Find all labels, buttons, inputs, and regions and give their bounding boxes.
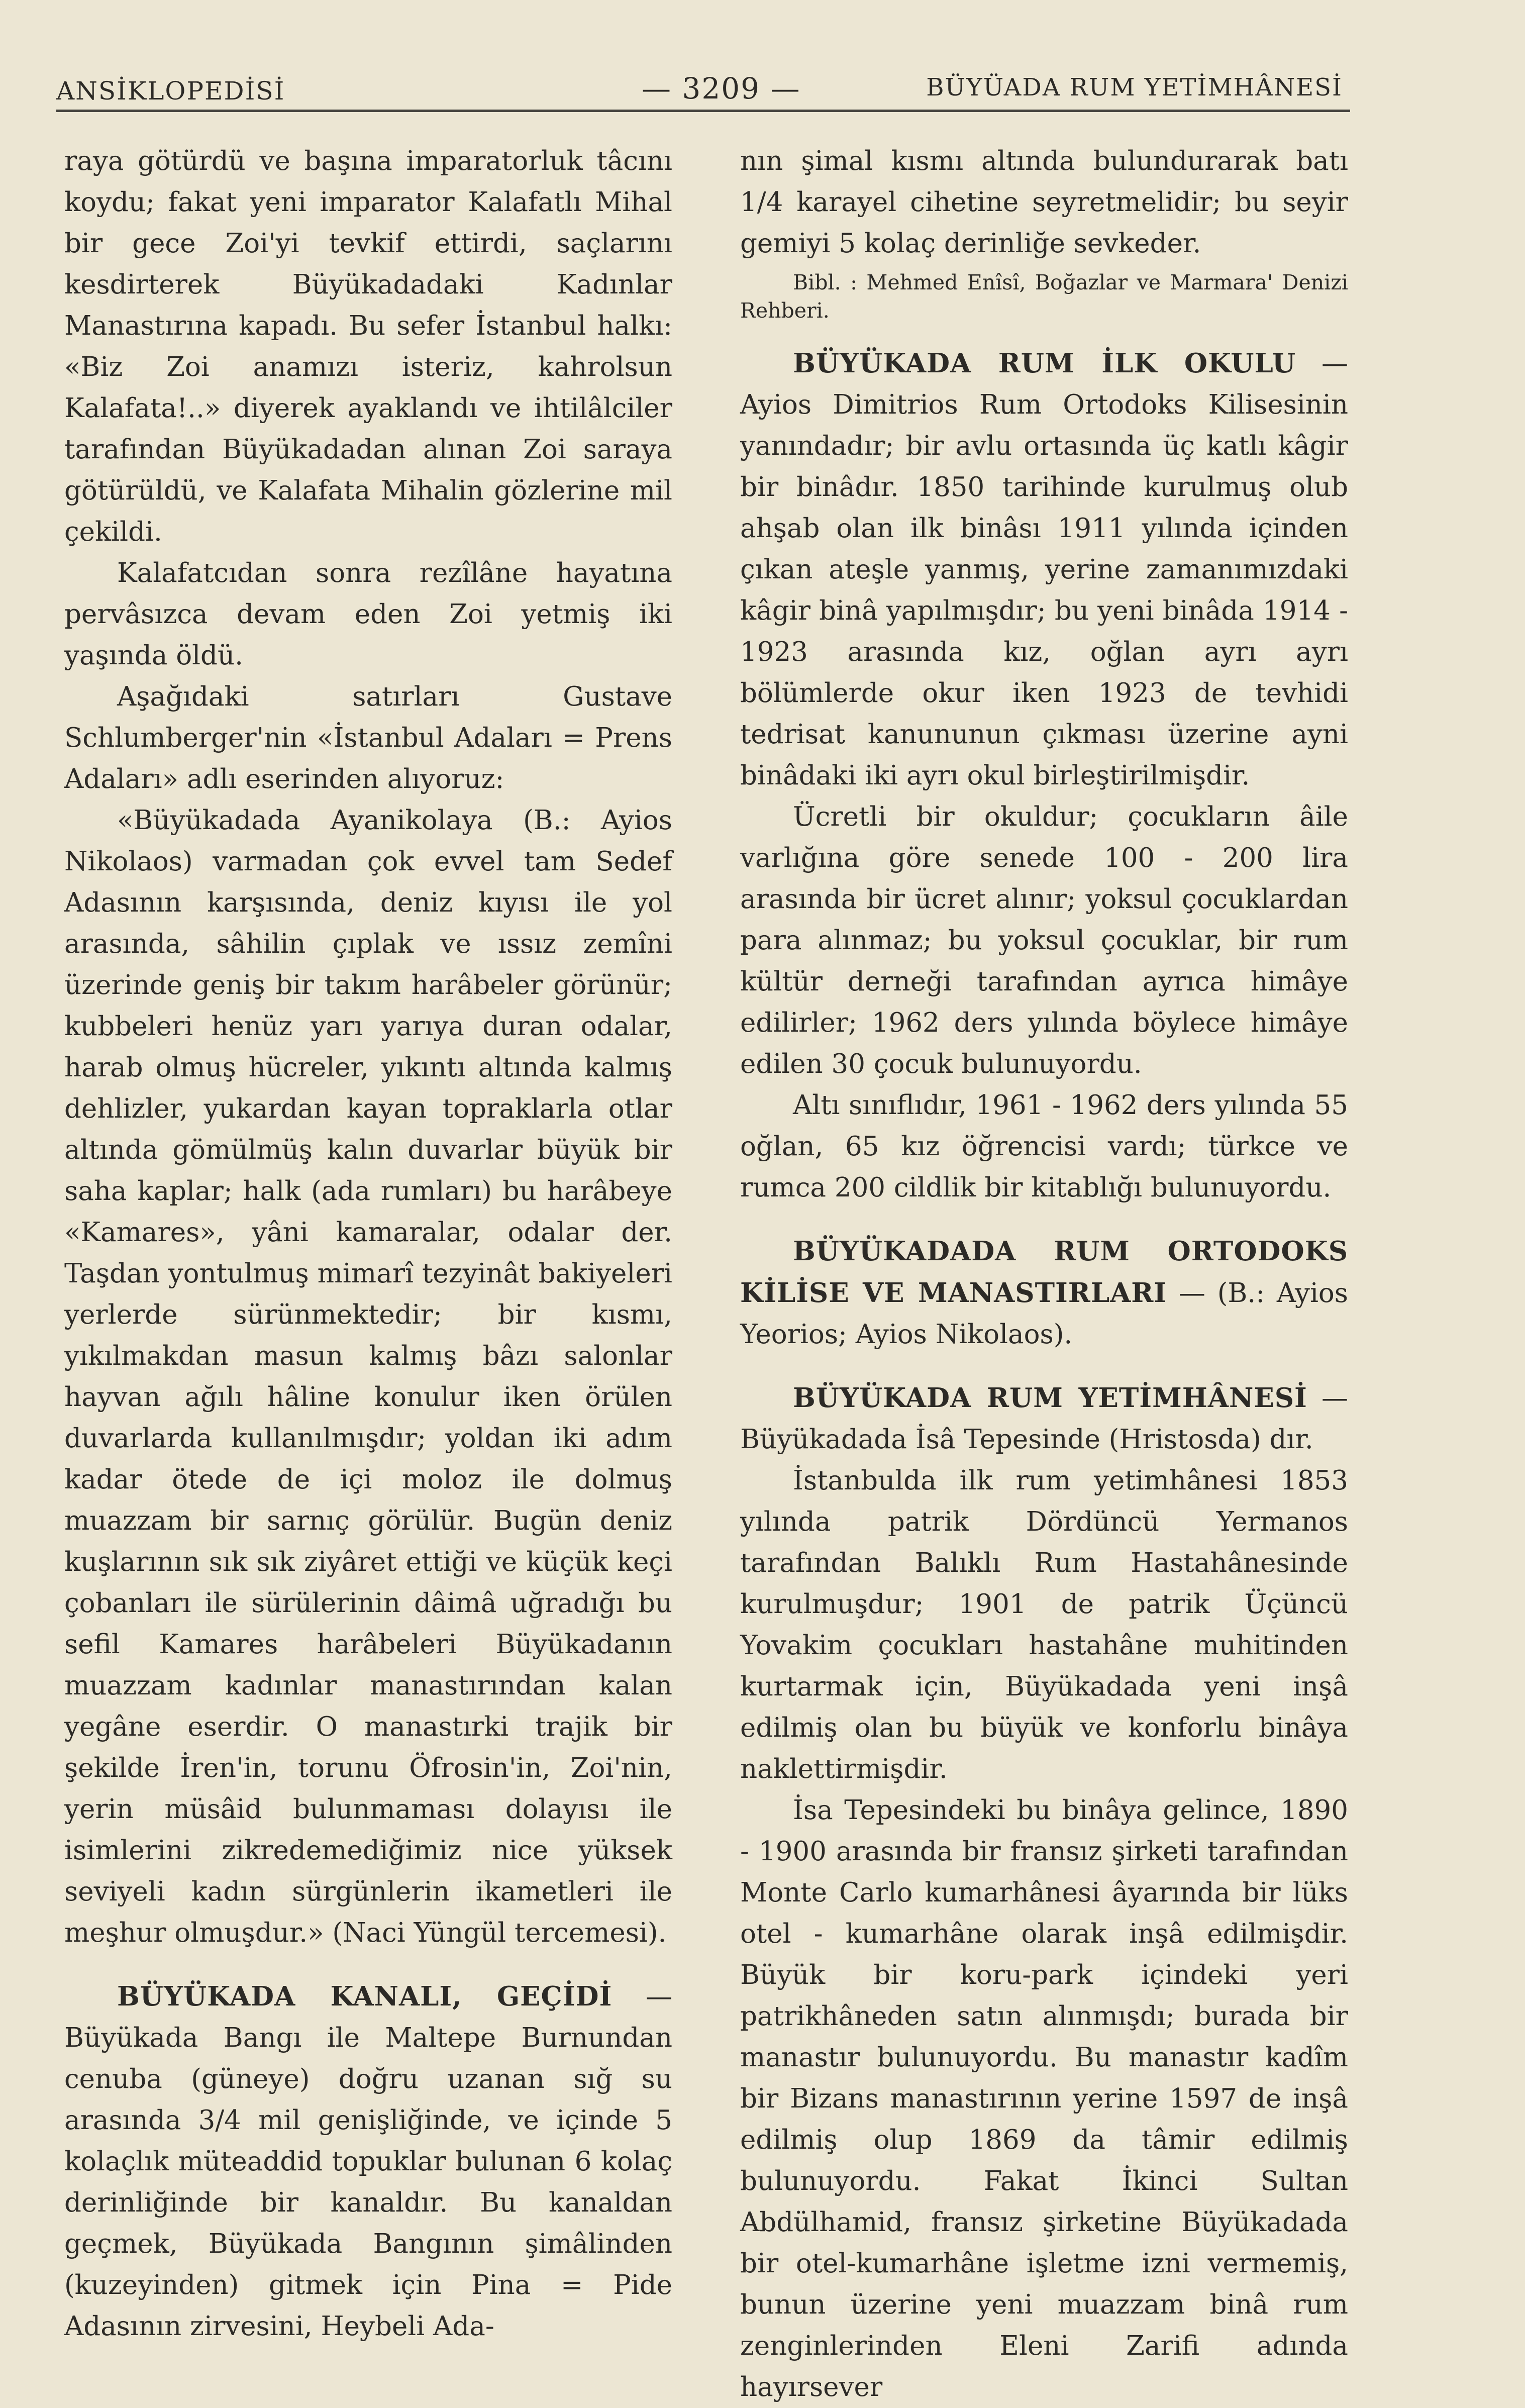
entry-rum-yetimhanesi (740, 1377, 1348, 1460)
entry-headword: BÜYÜKADA KANALI, GEÇİDİ (117, 1981, 613, 2012)
page-header (56, 71, 1343, 112)
paragraph: raya götürdü ve başına imparatorluk tâcını koydu; fakat yeni imparator Kalafatlı Mihal bir gece Zoi'yi tevkif ettirdi, saçlarını kesdirterek Büyükadadaki Kadınlar Manastırına kapadı. Bu sefer İstanbul halkı: «Biz Zoi anamızı isteriz, kahrolsun Kalafata!..» diyerek ayaklandı ve ihtilâlciler tarafından Büyükadadan alınan Zoi saraya götürüldü, ve Kalafata Mihalin gözlerine mil çekildi. (64, 146, 672, 547)
quotation: «Büyükadada Ayanikolaya (B.: Ayios Nikolaos) varmadan çok evvel tam Sedef Adasının karşısında, deniz kıyısı ile yol arasında, sâhilin çıplak ve ıssız zemîni üzerinde geniş bir takım harâbeler görünür; kubbeleri henüz yarı yarıya duran odalar, harab olmuş hücreler, yıkıntı altında kalmış dehlizler, yukardan kayan topraklarla otlar altında gömülmüş kalın duvarlar büyük bir saha kaplar; halk (ada rumları) bu harâbeye «Kamares», yâni kamaralar, odalar der. Taşdan yontulmuş mimarî tezyinât bakiyeleri yerlerde sürünmektedir; bir kısmı, yıkılmakdan masun kalmış bâzı salonlar hayvan ağılı hâline konulur iken örülen duvarlarda kullanılmışdır; yoldan iki adım kadar ötede de içi moloz ile dolmuş muazzam bir sarnıç görülür. Bugün deniz kuşlarının sık sık ziyâret ettiği ve küçük keçi çobanları ile sürülerinin dâimâ uğradığı bu sefil Kamares harâbeleri Büyükadanın muazzam kadınlar manastırından kalan yegâne eserdir. O manastırki trajik bir şekilde İren'in, torunu Öfrosin'in, Zoi'nin, yerin müsâid bulunmaması dolayısı ile isimlerini zikredemediğimiz nice yüksek seviyeli kadın sürgünlerin ikametleri ile meşhur olmuşdur.» (Naci Yüngül tercemesi). (64, 805, 672, 1948)
entry-text: — Büyükadada İsâ Tepesinde (Hristosda) dır. (740, 1383, 1348, 1455)
entry-buyukada-kanali (64, 1976, 672, 2347)
entry-text: — Büyükada Bangı ile Maltepe Burnundan cenuba (güneye) doğru uzanan sığ su arasında 3/4 mil genişliğinde, ve içinde 5 kolaçlık müteaddid topuklar bulunan 6 kolaç derinliğinde bir kanaldır. Bu kanaldan geçmek, Büyükada Bangının şimâlinden (kuzeyinden) gitmek için Pina = Pide Adasının zirvesini, Heybeli Ada- (64, 1981, 672, 2342)
paragraph: İsa Tepesindeki bu binâya gelince, 1890 - 1900 arasında bir fransız şirketi tarafından Monte Carlo kumarhânesi âyarında bir lüks otel - kumarhâne olarak inşâ edilmişdir. Büyük bir koru-park içindeki yeri patrikhâneden satın alınmışdı; burada bir manastır bulunuyordu. Bu manastır kadîm bir Bizans manastırının yerine 1597 de inşâ edilmiş olup 1869 da tâmir edilmiş bulunuyordu. Fakat İkinci Sultan Abdülhamid, fransız şirketine Büyükadada bir otel-kumarhâne işletme izni vermemiş, bunun üzerine yeni muazzam binâ rum zenginlerinden Eleni Zarifi adında hayırsever (740, 1795, 1348, 2402)
header-rule (56, 110, 1350, 112)
header-running-title: BÜYÜADA RUM YETİMHÂNESİ (926, 73, 1343, 102)
entry-rum-ilk-okulu (740, 343, 1348, 796)
paragraph: Altı sınıflıdır, 1961 - 1962 ders yılında 55 oğlan, 65 kız öğrencisi vardı; türkce ve rumca 200 cildlik bir kitablığı bulunuyordu. (740, 1090, 1348, 1203)
entry-headword: BÜYÜKADA RUM İLK OKULU (793, 348, 1296, 379)
header-encyclopedia-title: ANSİKLOPEDİSİ (56, 76, 285, 106)
entry-rum-ortodoks-kilise (740, 1231, 1348, 1355)
entry-headword: BÜYÜKADA RUM YETİMHÂNESİ (793, 1382, 1307, 1414)
paragraph: Kalafatcıdan sonra rezîlâne hayatına pervâsızca devam eden Zoi yetmiş iki yaşında öldü. (64, 558, 672, 671)
page-number: — 3209 — (642, 71, 801, 106)
paragraph: Aşağıdaki satırları Gustave Schlumberger'nin «İstanbul Adaları = Prens Adaları» adlı eserinden alıyoruz: (64, 681, 672, 794)
entry-text: — Ayios Dimitrios Rum Ortodoks Kilisesinin yanındadır; bir avlu ortasında üç katlı kâgir bir binâdır. 1850 tarihinde kurulmuş olub ahşab olan ilk binâsı 1911 yılında içinden çıkan ateşle yanmış, yerine zamanımızdaki kâgir binâ yapılmışdır; bu yeni binâda 1914 - 1923 arasında kız, oğlan ayrı ayrı bölümlerde okur iken 1923 de tevhidi tedrisat kanununun çıkması üzerine ayni binâdaki iki ayrı okul birleştirilmişdir. (740, 348, 1348, 791)
paragraph: nın şimal kısmı altında bulundurarak batı 1/4 karayel cihetine seyretmelidir; bu seyir gemiyi 5 kolaç derinliğe sevkeder. (740, 146, 1348, 259)
paragraph: Ücretli bir okuldur; çocukların âile varlığına göre senede 100 - 200 lira arasında bir ücret alınır; yoksul çocuklardan para alınmaz; bu yoksul çocuklar, bir rum kültür derneği tarafından ayrıca himâye edilirler; 1962 ders yılında böylece himâye edilen 30 çocuk bulunuyordu. (740, 801, 1348, 1079)
entry-headword: BÜYÜKADADA RUM ORTODOKS KİLİSE VE MANASTIRLARI (740, 1236, 1348, 1309)
right-column (740, 141, 1348, 2408)
bibliography: Bibl. : Mehmed Enîsî, Boğazlar ve Marmara' Denizi Rehberi. (740, 270, 1348, 323)
entry-text: — (B.: Ayios Yeorios; Ayios Nikolaos). (740, 1278, 1348, 1350)
left-column (64, 141, 672, 2347)
paragraph: İstanbulda ilk rum yetimhânesi 1853 yılında patrik Dördüncü Yermanos tarafından Balıklı Rum Hastahânesinde kurulmuşdur; 1901 de patrik Üçüncü Yovakim çocukları hastahâne muhitinden kurtarmak için, Büyükadada yeni inşâ edilmiş olan bu büyük ve konforlu binâya naklettirmişdir. (740, 1465, 1348, 1784)
